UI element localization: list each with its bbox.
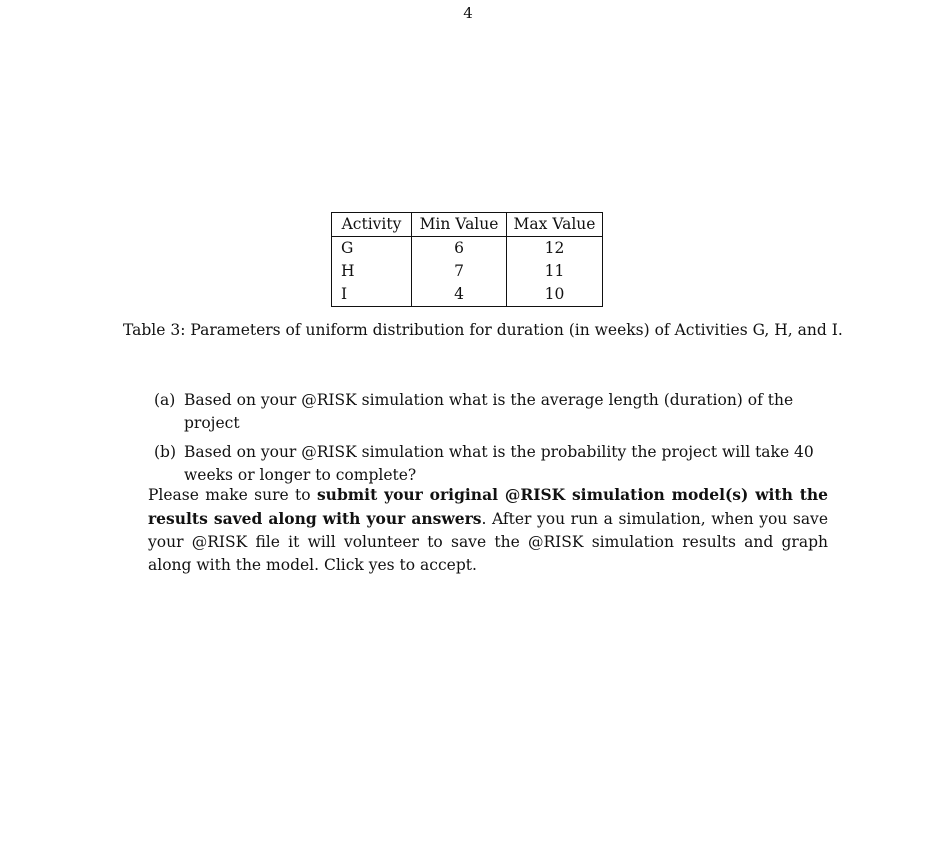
header-activity: Activity [332,213,412,237]
table-row [332,237,603,261]
question-text: Based on your @RISK simulation what is the average length (duration) of the project [184,391,794,432]
cell-activity: I [332,283,412,307]
question-marker: (b) [154,443,177,461]
instructions-tail: . After you run a simulation, when you save your @RISK file it will volunteer to save the @RISK simulation results and graph along with the model. Click yes to accept. [148,510,828,574]
instructions-lead: Please make sure to [148,486,317,504]
cell-min-value: 6 [412,237,507,261]
cell-activity: G [332,237,412,261]
question-item [148,441,833,487]
cell-min-value: 7 [412,260,507,283]
cell-max-value: 10 [507,283,603,307]
table-caption: Table 3: Parameters of uniform distribution for duration (in weeks) of Activities G, H, and I. [123,321,843,339]
page-number: 4 [463,4,473,22]
instructions-bold: submit your original @RISK simulation model(s) with the results saved along with your answers [148,485,828,528]
question-text: Based on your @RISK simulation what is the probability the project will take 40 weeks or longer to complete? [184,443,814,484]
header-min-value: Min Value [412,213,507,237]
cell-max-value: 12 [507,237,603,261]
question-marker: (a) [154,391,176,409]
table-header-row [332,213,603,237]
parameter-table [331,212,603,307]
table-row [332,283,603,307]
question-list [148,389,833,493]
cell-max-value: 11 [507,260,603,283]
submission-instructions [148,483,828,577]
table-row [332,260,603,283]
cell-activity: H [332,260,412,283]
header-max-value: Max Value [507,213,603,237]
question-item [148,389,833,435]
cell-min-value: 4 [412,283,507,307]
